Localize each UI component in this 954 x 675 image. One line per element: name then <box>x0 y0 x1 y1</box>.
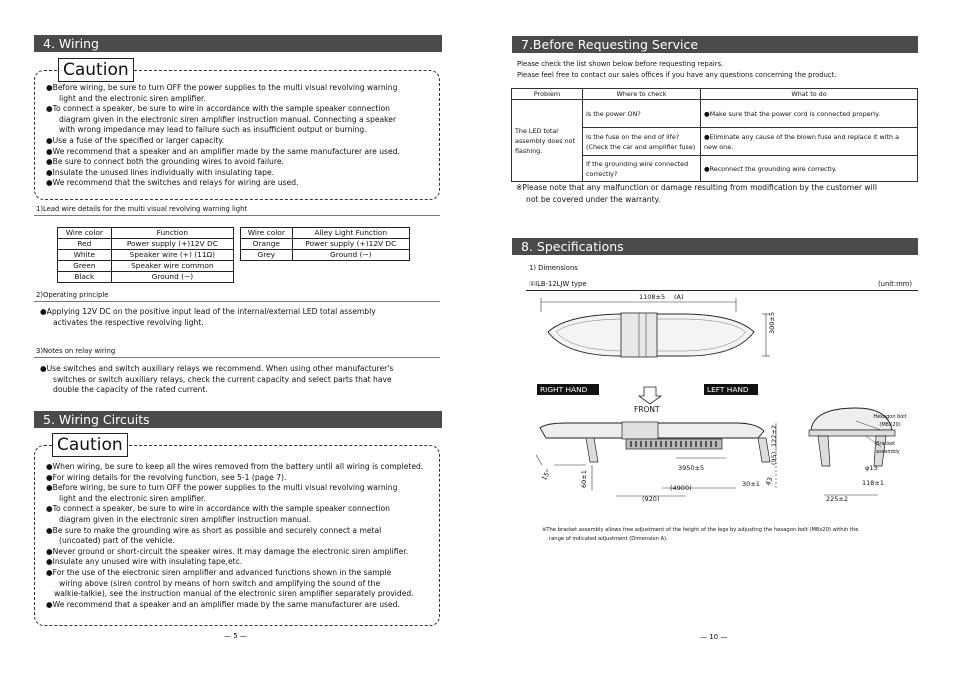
dim-length: 1108±5 <box>639 293 666 301</box>
dimension-drawing <box>526 290 926 530</box>
caution-item: (uncoated) part of the vehicle. <box>59 536 175 546</box>
section-header-wiring: 4. Wiring <box>34 35 442 52</box>
dim-43: 43 <box>764 476 775 487</box>
caution-title: Caution <box>58 58 134 82</box>
caution-item: diagram given in the electronic siren amplifier instruction manual. <box>59 514 312 524</box>
table-cell: White <box>58 250 112 261</box>
table-header: Problem <box>512 89 583 100</box>
do-cell: ●Reconnect the grounding wire correctly. <box>701 156 918 182</box>
check-cell: Is the fuse on the end of life? (Check the car and amplifier fuse) <box>583 128 701 156</box>
table-cell: Ground (−) <box>111 272 233 283</box>
dimensions-title: 1) Dimensions <box>529 264 578 272</box>
spec-footnote <box>542 526 858 544</box>
table-cell: Ground (−) <box>292 250 409 261</box>
check-cell: Is the power ON? <box>583 100 701 128</box>
service-intro: Please feel free to contact our sales offices if you have any questions concerning the product. <box>517 71 837 79</box>
text-line: double the capacity of the rated current. <box>53 385 208 395</box>
dim-225: 225±2 <box>826 495 848 503</box>
caution-item: diagram given in the electronic siren amplifier instruction manual. Connecting a speaker <box>59 114 397 124</box>
caution-item: ●Before wiring, be sure to turn OFF the power supplies to the multi visual revolving warning <box>46 83 398 92</box>
table-header: Wire color <box>241 228 293 239</box>
table-cell: Speaker wire common <box>111 261 233 272</box>
caution-item: ●Never ground or short-circuit the speaker wires. It may damage the electronic siren amplifier. <box>46 546 409 556</box>
service-table <box>511 88 918 182</box>
right-hand-label: RIGHT HAND <box>540 385 588 394</box>
dim-4900: (4900) <box>670 484 692 492</box>
check-cell: If the grounding wire connected correctly? <box>583 156 701 182</box>
dim-15deg: 15° <box>540 468 553 482</box>
wire-table-alley <box>240 227 410 261</box>
front-arrow-icon <box>639 387 661 404</box>
table-cell: Power supply (+)12V DC <box>111 239 233 250</box>
dim-a: (A) <box>674 293 684 301</box>
dim-3950: 3950±5 <box>678 464 705 472</box>
service-intro: Please check the list shown below before requesting repairs. <box>517 60 724 68</box>
caution-item: ●Use a fuse of the specified or larger capacity. <box>46 135 225 145</box>
table-cell: Orange <box>241 239 293 250</box>
relay-text <box>40 364 436 396</box>
dim-height: 300±5 <box>768 312 776 334</box>
table-cell: Green <box>58 261 112 272</box>
table-header: Wire color <box>58 228 112 239</box>
relay-title: 3)Notes on relay wiring <box>36 347 116 355</box>
table-cell: Speaker wire (+) (11Ω) <box>111 250 233 261</box>
caution-item: ●To connect a speaker, be sure to wire in accordance with the sample speaker connection <box>46 504 390 514</box>
bracket-label: Bracket assembly <box>876 441 900 455</box>
dim-60: 60±1 <box>580 470 588 488</box>
divider <box>34 357 440 358</box>
text-line: ●Use switches and switch auxiliary relays we recommend. When using other manufacturer's <box>40 364 394 373</box>
service-note: ※Please note that any malfunction or damage resulting from modification by the customer will <box>516 183 877 192</box>
divider <box>34 215 440 216</box>
table-cell: Red <box>58 239 112 250</box>
do-cell: ●Eliminate any cause of the blown fuse and replace it with a new one. <box>701 128 918 156</box>
caution-item: ●For wiring details for the revolving function, see 5-1 (page 7). <box>46 472 287 482</box>
text-line: activates the respective revolving light. <box>53 317 204 327</box>
table-header: What to do <box>701 89 918 100</box>
caution-item: ●When wiring, be sure to keep all the wires removed from the battery until all wiring is completed. <box>46 462 424 471</box>
caution-item: ●Be sure to connect both the grounding wires to avoid failure. <box>46 157 284 167</box>
table-cell: Grey <box>241 250 293 261</box>
caution-item: ●We recommend that a speaker and an amplifier made by the same manufacturer are used. <box>46 146 400 156</box>
operating-text <box>40 307 436 328</box>
caution-item: ●We recommend that a speaker and an amplifier made by the same manufacturer are used. <box>46 599 400 609</box>
do-cell: ●Make sure that the power cord is connected properly. <box>701 100 918 128</box>
lead-wire-title: 1)Lead wire details for the multi visual revolving warning light <box>36 205 248 213</box>
caution-item: light and the electronic siren amplifier. <box>59 493 206 503</box>
page-number: — 10 — <box>700 633 728 641</box>
table-header: Function <box>111 228 233 239</box>
wire-table-main <box>57 227 234 283</box>
dim-920: (920) <box>642 495 660 503</box>
caution-item: ●Insulate any unused wire with insulating tape,etc. <box>46 557 243 567</box>
model-label: ①ILB-12LJW type <box>529 280 587 288</box>
service-note: not be covered under the warranty. <box>526 195 661 204</box>
caution-item: wiring above (siren control by means of horn switch and amplifying the sound of the <box>59 578 381 588</box>
table-cell: Black <box>58 272 112 283</box>
dim-30: 30±1 <box>742 480 760 488</box>
text-line: switches or switch auxiliary relays, check the current capacity and select parts that have <box>53 374 392 384</box>
problem-cell: The LED total assembly does not flashing. <box>512 100 583 182</box>
caution-item: ●We recommend that the switches and relays for wiring are used. <box>46 178 299 188</box>
page-number: — 5 — <box>224 632 247 640</box>
divider <box>34 301 440 302</box>
caution-item: ●Insulate the unused lines individually with insulating tape. <box>46 167 275 177</box>
footnote-line: ※The bracket assembly allows free adjustment of the height of the legs by adjusting the hexagon bolt (M8x20) within the <box>542 527 859 533</box>
unit-label: (unit:mm) <box>878 280 913 288</box>
caution-item: walkie-talkie), see the instruction manual of the electronic siren amplifier separately provided. <box>54 589 414 599</box>
section-header-circuits: 5. Wiring Circuits <box>34 411 442 428</box>
caution-title: Caution <box>52 433 128 457</box>
footnote-line: range of indicated adjustment (Dimension A). <box>549 536 668 542</box>
dim-13: φ13 <box>865 464 878 472</box>
caution-item: ●Before wiring, be sure to turn OFF the power supplies to the multi visual revolving warning <box>46 483 398 493</box>
front-label: FRONT <box>634 405 660 414</box>
caution-list-wiring <box>46 83 438 189</box>
caution-item: with wrong impedance may lead to failure such as insufficient output or burning. <box>59 125 367 135</box>
section-header-specs: 8. Specifications <box>512 238 918 255</box>
operating-title: 2)Operating principle <box>36 291 109 299</box>
left-hand-label: LEFT HAND <box>707 385 749 394</box>
caution-list-circuits <box>46 462 438 610</box>
caution-item: light and the electronic siren amplifier. <box>59 93 206 103</box>
hex-bolt-label: Hexagon bolt (M8X20) <box>873 414 907 428</box>
caution-item: ●To connect a speaker, be sure to wire in accordance with the sample speaker connection <box>46 104 390 114</box>
dim-95: (95) <box>770 451 778 465</box>
table-header: Where to check <box>583 89 701 100</box>
table-cell: Power supply (+)12V DC <box>292 239 409 250</box>
caution-item: ●For the use of the electronic siren amplifier and advanced functions shown in the sample <box>46 567 392 577</box>
dim-118: 118±1 <box>862 479 884 487</box>
table-header: Alley Light Function <box>292 228 409 239</box>
section-header-service: 7.Before Requesting Service <box>512 36 918 53</box>
dim-122: 122±2 <box>770 425 778 447</box>
text-line: ●Applying 12V DC on the positive input lead of the internal/external LED total assembly <box>40 307 376 316</box>
caution-item: ●Be sure to make the grounding wire as short as possible and securely connect a metal <box>46 525 382 535</box>
